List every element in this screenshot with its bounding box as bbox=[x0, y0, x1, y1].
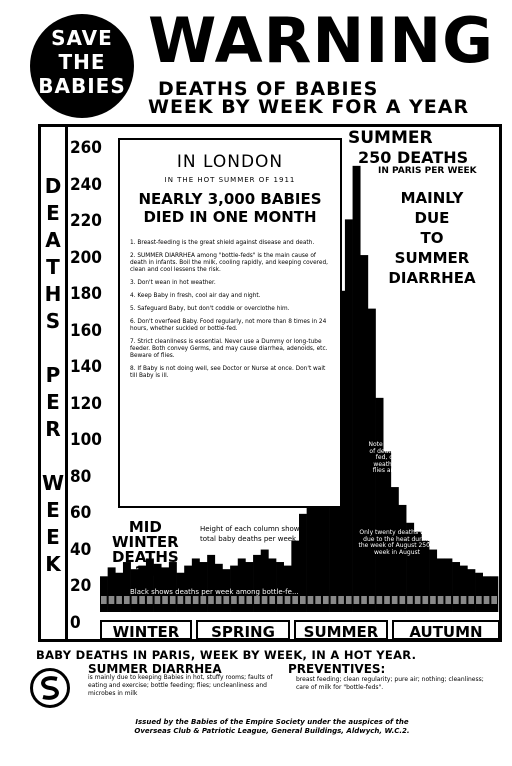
bottle-fed-band bbox=[407, 596, 413, 604]
bottle-fed-band bbox=[453, 596, 459, 604]
y-tick-label: 80 bbox=[70, 466, 92, 487]
mid-line: WINTER bbox=[112, 533, 179, 551]
bottle-fed-band bbox=[132, 596, 138, 604]
y-title-letter: P bbox=[45, 363, 61, 387]
preventives-text: breast feeding; clean regularity; pure air; nothing; cleanliness; care of milk for "bottle-feds". bbox=[296, 676, 484, 691]
mainly-line: SUMMER bbox=[394, 249, 470, 267]
bottle-fed-band bbox=[346, 596, 352, 604]
bottle-fed-band bbox=[392, 596, 398, 604]
y-tick-label: 120 bbox=[70, 393, 102, 414]
bottle-fed-band bbox=[193, 596, 199, 604]
badge-line-2: THE bbox=[58, 50, 106, 74]
y-title-letter: A bbox=[45, 228, 61, 252]
height-note bbox=[200, 524, 303, 544]
bottle-fed-band bbox=[208, 596, 214, 604]
bottle-fed-band bbox=[315, 596, 321, 604]
rule-item: 8. If Baby is not doing well, see Doctor or Nurse at once. Don't wait till Baby is ill. bbox=[130, 366, 326, 379]
bottle-fed-band bbox=[262, 596, 268, 604]
bottle-fed-band bbox=[384, 596, 390, 604]
london-headline-2: DIED IN ONE MONTH bbox=[143, 208, 317, 226]
total-deaths-bar bbox=[490, 576, 498, 612]
subtitle-week-by-week: WEEK BY WEEK FOR A YEAR bbox=[148, 96, 470, 118]
london-title: IN LONDON bbox=[176, 152, 284, 172]
bottle-fed-band bbox=[300, 596, 306, 604]
issued-by bbox=[72, 718, 472, 736]
bottle-fed-band bbox=[438, 596, 444, 604]
bottle-fed-band bbox=[170, 596, 176, 604]
summer-diarrhea-title: SUMMER DIARRHEA bbox=[88, 662, 222, 676]
bottle-fed-band bbox=[445, 596, 451, 604]
bottle-fed-band bbox=[277, 596, 283, 604]
total-deaths-bar bbox=[200, 562, 208, 612]
issued-line: Overseas Club & Patriotic League, General Buildings, Aldwych, W.C.2. bbox=[134, 727, 410, 735]
rule-item: 2. SUMMER DIARRHEA among "bottle-feds" is the main cause of death in infants. Boil the milk, cooling rapidly, and keeping covered, clean and cool lessens the risk. bbox=[130, 253, 329, 273]
bottle-fed-band bbox=[162, 596, 168, 604]
total-deaths-bar bbox=[452, 562, 460, 612]
summer-small: IN PARIS PER WEEK bbox=[378, 166, 477, 176]
issued-line: Issued by the Babies of the Empire Society under the auspices of the bbox=[135, 718, 409, 726]
total-deaths-bar bbox=[467, 569, 475, 612]
summer-diarrhea-text: is mainly due to keeping Babies in hot, stuffy rooms; faults of eating and exercise; bottle feeding; flies; uncleanliness and microbes in milk bbox=[88, 674, 273, 697]
total-deaths-bar bbox=[245, 562, 253, 612]
rule-item: 5. Safeguard Baby, but don't coddle or overclothe him. bbox=[130, 306, 290, 312]
y-tick-label: 0 bbox=[70, 612, 81, 633]
total-deaths-bar bbox=[483, 576, 491, 612]
bottle-fed-band bbox=[338, 596, 344, 604]
bottle-fed-band bbox=[331, 596, 337, 604]
season-summer: SUMMER bbox=[294, 620, 388, 640]
subtitle-deaths-of-babies: DEATHS OF BABIES bbox=[158, 78, 379, 100]
bottle-fed-band bbox=[124, 596, 130, 604]
bottle-fed-band bbox=[491, 596, 497, 604]
mid-winter-label bbox=[112, 520, 179, 580]
mainly-line: TO bbox=[420, 229, 444, 247]
bottle-fed-band bbox=[361, 596, 367, 604]
bottle-fed-band bbox=[430, 596, 436, 604]
bottle-fed-band bbox=[116, 596, 122, 604]
y-tick-label: 100 bbox=[70, 430, 102, 450]
y-tick-label: 200 bbox=[70, 247, 102, 268]
bottle-fed-band bbox=[231, 596, 237, 604]
y-tick-label: 240 bbox=[70, 174, 102, 195]
total-deaths-bar bbox=[399, 505, 407, 612]
bottle-fed-band bbox=[369, 596, 375, 604]
y-title-letter: R bbox=[45, 417, 61, 441]
y-tick-label: 220 bbox=[70, 211, 102, 231]
rule-item: 6. Don't overfeed Baby. Food regularly, not more than 8 times in 24 hours, whether suckled or bottle-fed. bbox=[130, 319, 327, 332]
black-shows-note: Black shows deaths per week among bottle-fe... bbox=[130, 588, 299, 596]
y-tick-label: 60 bbox=[70, 503, 92, 523]
rules-list bbox=[130, 240, 330, 380]
total-deaths-bar bbox=[376, 398, 384, 612]
bottle-fed-band bbox=[461, 596, 467, 604]
bottle-fed-band bbox=[323, 596, 329, 604]
bottle-fed-band bbox=[476, 596, 482, 604]
rule-item: 4. Keep Baby in fresh, cool air day and night. bbox=[130, 293, 261, 299]
bottle-fed-band bbox=[109, 596, 115, 604]
bottle-fed-band bbox=[377, 596, 383, 604]
bottle-fed-band bbox=[101, 596, 107, 604]
mainly-line: MAINLY DUE bbox=[400, 189, 464, 227]
bottle-fed-band bbox=[484, 596, 490, 604]
season-autumn: AUTUMN bbox=[392, 620, 500, 640]
rule-item: 7. Strict cleanliness is essential. Never use a Dummy or long-tube feeder. Both convey Germs, and may cause diarrhea, adenoids, etc. Beware of flies. bbox=[130, 339, 328, 359]
mainly-due-text bbox=[382, 188, 482, 288]
y-title-letter: H bbox=[44, 282, 62, 306]
y-tick-label: 180 bbox=[70, 284, 102, 304]
y-tick-label: 140 bbox=[70, 357, 102, 377]
y-tick-label: 160 bbox=[70, 320, 102, 341]
society-logo-icon bbox=[30, 668, 70, 708]
bottle-fed-band bbox=[468, 596, 474, 604]
y-title-letter: S bbox=[45, 309, 61, 333]
preventives-title: PREVENTIVES: bbox=[288, 662, 386, 676]
bottle-fed-band bbox=[422, 596, 428, 604]
summer-deaths: 250 DEATHS bbox=[358, 148, 469, 167]
warning-title: WARNING bbox=[148, 4, 495, 77]
mid-line: 20 bbox=[134, 563, 156, 581]
total-deaths-bar bbox=[345, 219, 353, 612]
london-info-box bbox=[118, 138, 342, 508]
rule-item: 3. Don't wean in hot weather. bbox=[130, 280, 216, 286]
bottle-fed-band bbox=[292, 596, 298, 604]
bottle-fed-band bbox=[246, 596, 252, 604]
y-title-letter: D bbox=[44, 174, 62, 198]
total-deaths-bar bbox=[360, 255, 368, 612]
summer-label: SUMMER bbox=[348, 128, 433, 148]
y-title-letter: T bbox=[46, 255, 60, 279]
note-line: total baby deaths per week bbox=[200, 535, 297, 543]
bottle-fed-band bbox=[155, 596, 161, 604]
mid-line: MID bbox=[128, 518, 162, 536]
y-title-letter: E bbox=[46, 390, 60, 414]
bottle-fed-band bbox=[223, 596, 229, 604]
bottle-fed-band bbox=[308, 596, 314, 604]
bottle-fed-band bbox=[147, 596, 153, 604]
y-title-letter: E bbox=[46, 525, 60, 549]
season-spring: SPRING bbox=[196, 620, 290, 640]
season-labels bbox=[100, 620, 500, 642]
mainly-line: DIARRHEA bbox=[388, 269, 476, 287]
london-headline-1: NEARLY 3,000 BABIES bbox=[138, 190, 322, 208]
y-title-letter: E bbox=[46, 201, 60, 225]
total-deaths-bar bbox=[475, 573, 483, 612]
enormous-rise-note: Note enormous rise of deaths in bottle-fed, due to hot weather, germs, flies and spoiling milk bbox=[368, 441, 428, 481]
bottle-fed-band bbox=[400, 596, 406, 604]
rule-item: 1. Breast-feeding is the great shield against disease and death. bbox=[130, 240, 315, 246]
footer-headline: BABY DEATHS IN PARIS, WEEK BY WEEK, IN A HOT YEAR. bbox=[36, 648, 417, 662]
y-tick-label: 20 bbox=[70, 576, 92, 596]
bottle-fed-band bbox=[285, 596, 291, 604]
bottle-fed-band bbox=[415, 596, 421, 604]
bottle-fed-band bbox=[254, 596, 260, 604]
bottle-fed-band bbox=[239, 596, 245, 604]
y-title-letter: W bbox=[42, 471, 65, 495]
note-line: Height of each column shows bbox=[200, 525, 304, 533]
bottle-fed-band bbox=[269, 596, 275, 604]
mid-line: DEATHS bbox=[112, 548, 179, 566]
y-title-letter: E bbox=[46, 498, 60, 522]
total-deaths-bar bbox=[100, 576, 108, 612]
bottle-fed-band bbox=[216, 596, 222, 604]
bottle-fed-band bbox=[201, 596, 207, 604]
total-deaths-bar bbox=[460, 566, 468, 612]
bottle-fed-band bbox=[178, 596, 184, 604]
badge-line-1: SAVE bbox=[51, 26, 113, 50]
bottle-fed-band bbox=[354, 596, 360, 604]
season-winter: WINTER bbox=[100, 620, 192, 640]
y-tick-label: 40 bbox=[70, 539, 92, 560]
twenty-deaths-note: Only twenty deaths were due to the heat during the week of August 250 a week in August bbox=[358, 529, 436, 556]
total-deaths-bar bbox=[276, 562, 284, 612]
badge-line-3: BABIES bbox=[38, 74, 126, 98]
y-tick-label: 260 bbox=[70, 138, 102, 158]
y-title-letter: K bbox=[45, 552, 61, 576]
bottle-fed-band bbox=[139, 596, 145, 604]
london-small: IN THE HOT SUMMER OF 1911 bbox=[164, 176, 296, 184]
up-arrow-icon bbox=[402, 392, 416, 436]
bottle-fed-band bbox=[185, 596, 191, 604]
